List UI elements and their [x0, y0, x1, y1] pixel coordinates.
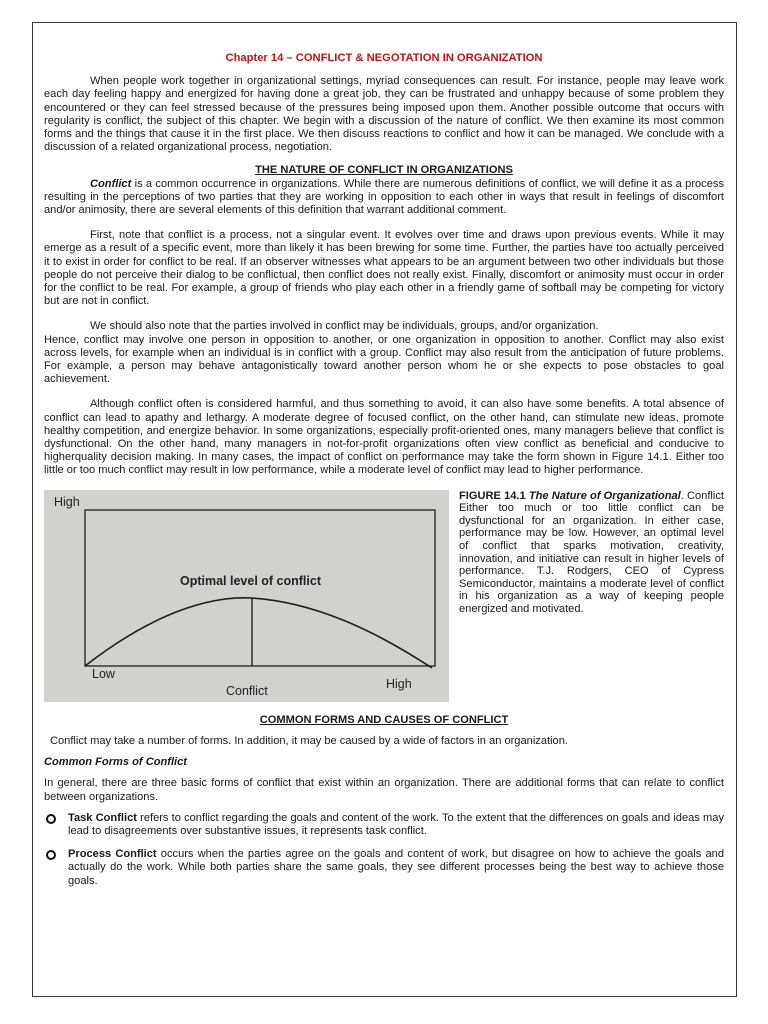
intro-paragraph: When people work together in organizational settings, myriad consequences can result. For instance, people may leave work each day feeling happy and energized for having done a great job, they can be frustrated and unhappy because of some problem they encountered or they can feel stressed because of the pressures being imposed upon them. Another possible outcome that occurs with regularity is conflict, the subject of this chapter. We begin with a discussion of the nature of conflict. We then examine its most common forms and the things that cause it in the first place. We then discuss reactions to conflict and how it can be managed. We conclude with a discussion of a related organizational process, negotiation. [44, 75, 724, 154]
y-axis-high-label: High [54, 494, 80, 509]
list-item-task-conflict [44, 812, 724, 838]
x-axis-title: Conflict [226, 683, 268, 698]
section-heading-forms: COMMON FORMS AND CAUSES OF CONFLICT [259, 713, 509, 726]
subheading-common-forms: Common Forms of Conflict [44, 756, 187, 769]
chapter-title: Chapter 14 – CONFLICT & NEGOTATION IN ORGANIZATION [225, 52, 543, 64]
process-conflict-text: occurs when the parties agree on the goals and content of work, but disagree on how to achieve the goals and actually do the work. While both parties share the same goals, they see different processes being the best way to achieve those goals. [68, 848, 724, 887]
definition-paragraph [44, 178, 724, 218]
parties-paragraph-rest: Hence, conflict may involve one person in opposition to another, or one organization in opposition to another. Conflict may also exist across levels, for example when an individual is in conflict with a group. Conflict may also result from the anticipation of future problems. For example, a person may behave antagonistically toward another person whom he or she expects to pose obstacles to goal achievement. [44, 333, 724, 386]
figure-caption-text: Conflict Either too much or too little conflict can be dysfunctional for an organization. In either case, performance may be low. However, an optimal level of conflict that sparks motivation, creativity, innovation, and initiative can result in higher levels of performance. T.J. Rodgers, CEO of Cypress Semiconductor, maintains a moderate level of conflict in his organization as a way of keeping people energized and motivated. [459, 489, 724, 616]
definition-text: is a common occurrence in organizations. While there are numerous definitions of conflict, we will define it as a process resulting in the perceptions of two parties that they are working in opposition to each other in ways that result in feelings of discomfort and/or animosity, there are several elements of this definition that warrant additional comment. [44, 177, 724, 217]
task-conflict-text: refers to conflict regarding the goals and content of the work. To the extent that the differences on goals and ideas may lead to disagreements over substantive issues, it represents task conflict. [68, 811, 724, 837]
conflict-performance-chart [44, 490, 449, 702]
figure-title: The Nature of Organizational [528, 489, 681, 502]
figure-caption: FIGURE 14.1 The Nature of Organizational. Conflict Either too much or too little conflict can be dysfunctional for an organization. In either case, performance may be low. However, an optimal level of conflict that sparks motivation, creativity, innovation, and initiative can result in higher levels of performance. T.J. Rodgers, CEO of Cypress Semiconductor, maintains a moderate level of conflict in his organization as a way of keeping people energized and motivated. [459, 489, 724, 616]
bullet-circle-icon [46, 814, 56, 824]
process-conflict-term: Process Conflict [68, 848, 157, 861]
list-item-process-conflict [44, 848, 724, 888]
task-conflict-term: Task Conflict [68, 811, 137, 824]
optimal-level-label: Optimal level of conflict [180, 573, 321, 588]
bullet-circle-icon [46, 850, 56, 860]
forms-intro-paragraph: Conflict may take a number of forms. In addition, it may be caused by a wide of factors in an organization. [50, 734, 568, 747]
benefits-paragraph: Although conflict often is considered harmful, and thus something to avoid, it can also have some benefits. A total absence of conflict can lead to apathy and lethargy. A moderate degree of focused conflict, on the other hand, can stimulate new ideas, promote healthy competition, and energize behavior. In some organizations, especially profit-oriented ones, many managers believe that conflict is dysfunctional. On the other hand, many managers in not-for-profit organizations often view conflict as beneficial and conducive to higherquality decision making. In many cases, the impact of conflict on performance may take the form shown in Figure 14.1. Either too little or too much conflict may result in low performance, while a moderate level of conflict may lead to higher performance. [44, 398, 724, 477]
x-axis-high-label: High [386, 676, 412, 691]
process-paragraph: First, note that conflict is a process, not a singular event. It evolves over time and draws upon previous events. While it may emerge as a result of a specific event, more than likely it has been brewing for some time. Further, the parties have too actually perceived it to exist in order for conflict to be real. If an observer witnesses what appears to be an argument between two other individuals but those people do not perceive their dialog to be conflictual, then conflict does not really exist. Finally, discomfort or animosity must occur in order for the conflict to be real. For example, a group of friends who play each other in a friendly game of softball may be competing for victory but are not in conflict. [44, 229, 724, 308]
parties-paragraph-first-line: We should also note that the parties involved in conflict may be individuals, groups, and/or organization. [90, 320, 599, 333]
conflict-term: Conflict [90, 177, 132, 190]
section-heading-nature: THE NATURE OF CONFLICT IN ORGANIZATIONS [255, 164, 513, 177]
figure-14-1 [44, 490, 724, 708]
x-axis-low-label: Low [92, 666, 115, 681]
forms-paragraph: In general, there are three basic forms of conflict that exist within an organization. There are additional forms that can relate to conflict between organizations. [44, 777, 724, 803]
document-body [44, 52, 724, 888]
figure-number: FIGURE 14.1 [459, 489, 526, 502]
